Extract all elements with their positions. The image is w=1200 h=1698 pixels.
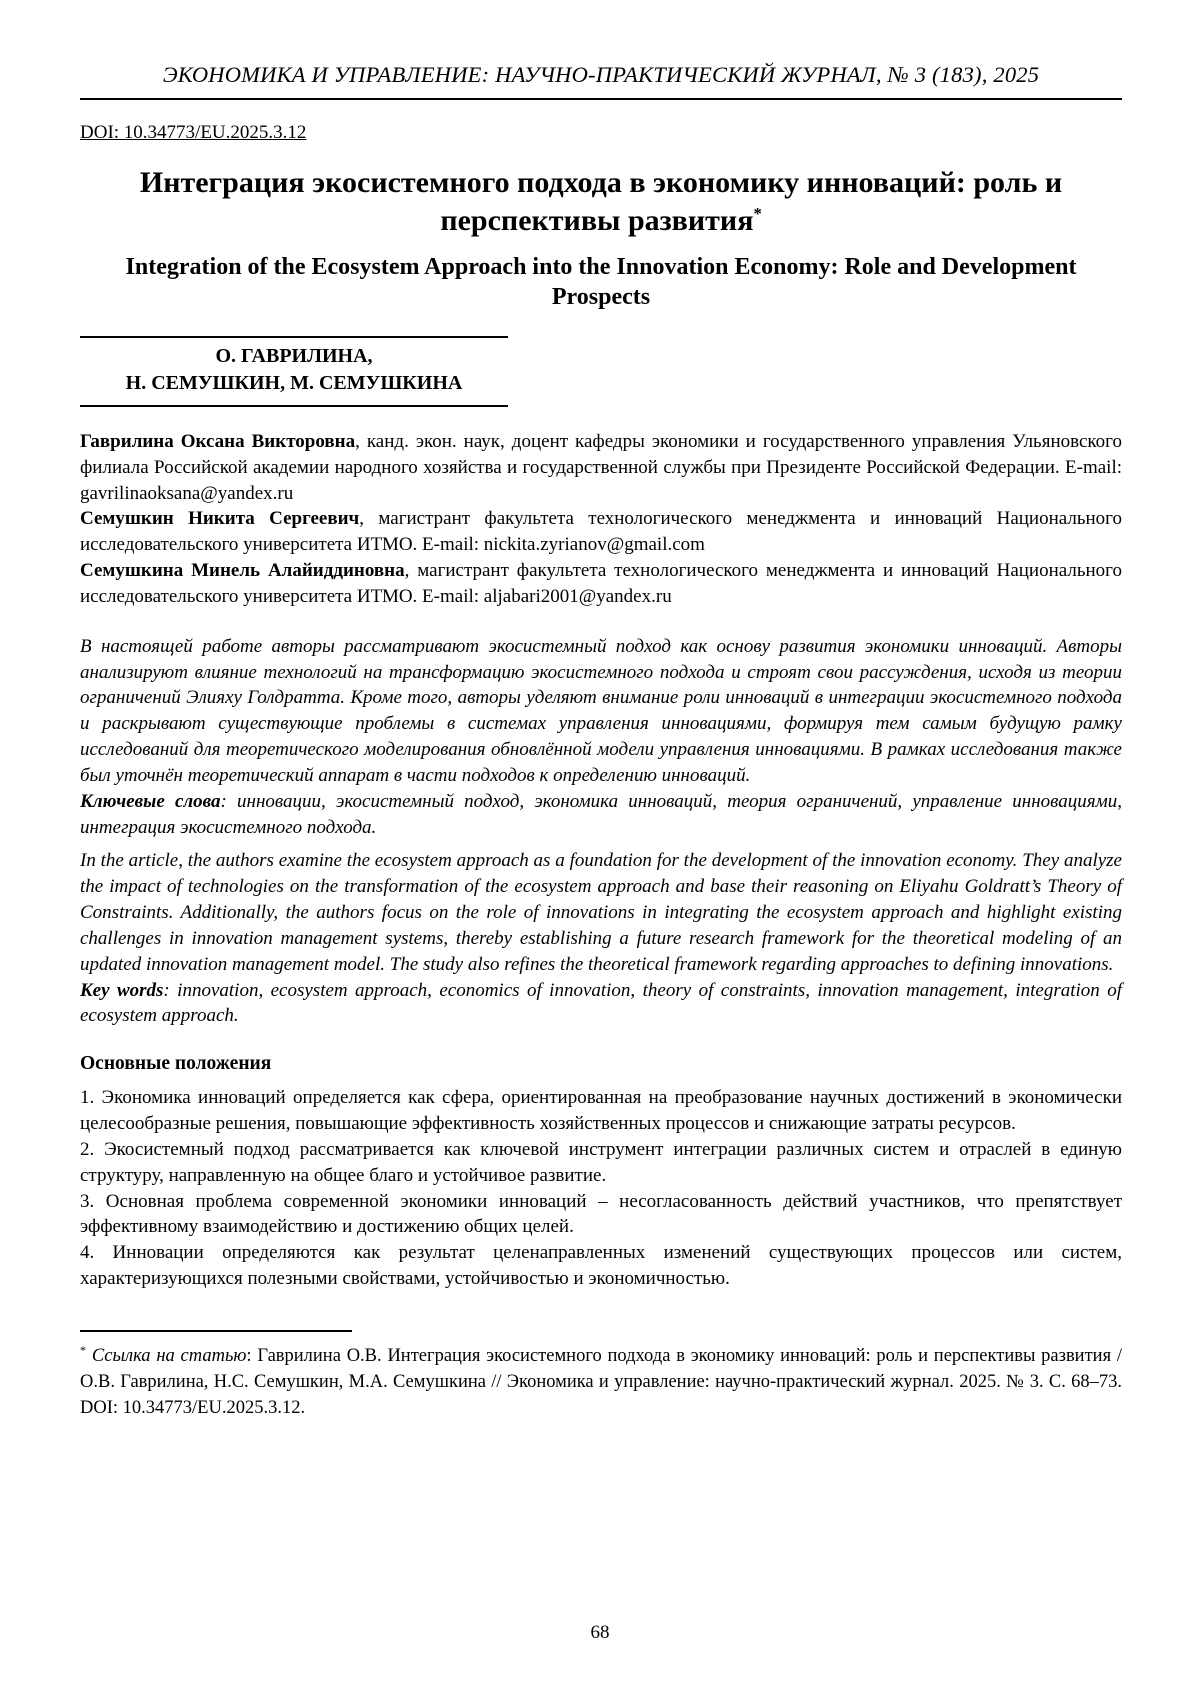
doi-line (80, 122, 1122, 144)
main-point: 4. Инновации определяются как результат целенаправленных изменений существующих процессов или систем, характеризующихся полезными свойствами, устойчивостью и экономичностью. (80, 1242, 1122, 1290)
footnote-mark: * (80, 1342, 87, 1357)
author-affiliation (80, 558, 1122, 610)
article-title-en: Integration of the Ecosystem Approach into the Innovation Economy: Role and Development Prospects (125, 254, 1077, 310)
author-info: , магистрант факультета технологического менеджмента и инноваций Национального исследовательского университета ИТМО. E-mail: aljabari2001@yandex.ru (80, 560, 1122, 607)
main-point: 2. Экосистемный подход рассматривается как ключевой инструмент интеграции различных систем и отраслей в единую структуру, направленную на общее благо и устойчивое развитие. (80, 1138, 1122, 1186)
author-name: Гаврилина Оксана Викторовна (80, 431, 356, 452)
author-affiliation (80, 429, 1122, 506)
main-point: 3. Основная проблема современной экономики инноваций – несогласованность действий участников, что препятствует эффективному взаимодействию и достижению общих целей. (80, 1190, 1122, 1238)
journal-header: ЭКОНОМИКА И УПРАВЛЕНИЕ: НАУЧНО-ПРАКТИЧЕСКИЙ ЖУРНАЛ, № 3 (183), 2025 (80, 62, 1122, 100)
title-footnote-mark: * (753, 203, 762, 223)
main-points-list (80, 1085, 1122, 1292)
footnote-text (80, 1342, 1122, 1422)
author-affiliation (80, 506, 1122, 558)
authors-block (80, 336, 508, 407)
abstract-en (80, 848, 1122, 1029)
author-details (80, 429, 1122, 610)
author-info: , канд. экон. наук, доцент кафедры экономики и государственного управления Ульяновского филиала Российской академии народного хозяйства и государственной службы при Президенте Российской Федерации. E-mail: gavrilinaoksana@yandex.ru (80, 431, 1122, 504)
footnote (80, 1330, 1122, 1422)
abstract-ru-text: В настоящей работе авторы рассматривают экосистемный подход как основу развития экономики инноваций. Авторы анализируют влияние технологий на трансформацию экосистемного подхода и строят свои рассуждения, исходя из теории ограничений Элияху Голдратта. Кроме того, авторы уделяют внимание роли инноваций в интеграции экосистемного подхода и раскрывают существующие проблемы в системах управления инновациями, формируя тем самым будущую рамку исследований для теоретического моделирования обновлённой модели управления инновациями. В рамках исследования также был уточнён теоретический аппарат в части подходов к определению инноваций. (80, 635, 1122, 786)
keywords-ru-text: : инновации, экосистемный подход, экономика инноваций, теория ограничений, управление инновациями, интеграция экосистемного подхода. (80, 790, 1122, 838)
keywords-ru (80, 789, 1122, 841)
abstract-ru (80, 634, 1122, 841)
author-info: , магистрант факультета технологического менеджмента и инноваций Национального исследовательского университета ИТМО. E-mail: nickita.zyrianov@gmail.com (80, 508, 1122, 556)
doi-text: DOI: 10.34773/EU.2025.3.12 (80, 122, 307, 143)
main-point: 1. Экономика инноваций определяется как сфера, ориентированная на преобразование научных достижений в экономически целесообразные решения, повышающие эффективность хозяйственных процессов и снижающие затраты ресурсов. (80, 1087, 1122, 1135)
footnote-divider (80, 1330, 352, 1332)
section-heading-main-points: Основные положения (80, 1053, 272, 1075)
article-title-ru (80, 164, 1122, 239)
abstract-en-text: In the article, the authors examine the ecosystem approach as a foundation for the development of the innovation economy. They analyze the impact of technologies on the transformation of the ecosystem approach and base their reasoning on Eliyahu Goldratt’s Theory of Constraints. Additionally, the authors focus on the role of innovations in integrating the ecosystem approach and highlight existing challenges in innovation management systems, thereby establishing a future research framework for the theoretical modeling of an updated innovation management model. The study also refines the theoretical framework regarding approaches to defining innovations. (80, 850, 1122, 975)
authors-line-2: Н. СЕМУШКИН, М. СЕМУШКИНА (125, 372, 463, 394)
footnote-label: Ссылка на статью (91, 1346, 247, 1366)
keywords-en-label: Key words (80, 979, 164, 1001)
keywords-en-text: : innovation, ecosystem approach, economics of innovation, theory of constraints, innovation management, integration of ecosystem approach. (80, 979, 1122, 1027)
keywords-ru-label: Ключевые слова (80, 790, 221, 812)
page-number: 68 (590, 1622, 610, 1643)
authors-line-1: О. ГАВРИЛИНА, (215, 345, 373, 367)
footnote-citation: : Гаврилина О.В. Интеграция экосистемного подхода в экономику инноваций: роль и перспективы развития / О.В. Гаврилина, Н.С. Семушкин, М.А. Семушкина // Экономика и управление: научно-практический журнал. 2025. № 3. С. 68–73. DOI: 10.34773/EU.2025.3.12. (80, 1346, 1123, 1418)
author-name: Семушкина Минель Алайиддиновна (80, 560, 405, 582)
keywords-en (80, 978, 1122, 1030)
author-name: Семушкин Никита Сергеевич (80, 508, 360, 530)
article-title-ru-text: Интеграция экосистемного подхода в экономику инноваций: роль и перспективы развития (139, 166, 1063, 237)
